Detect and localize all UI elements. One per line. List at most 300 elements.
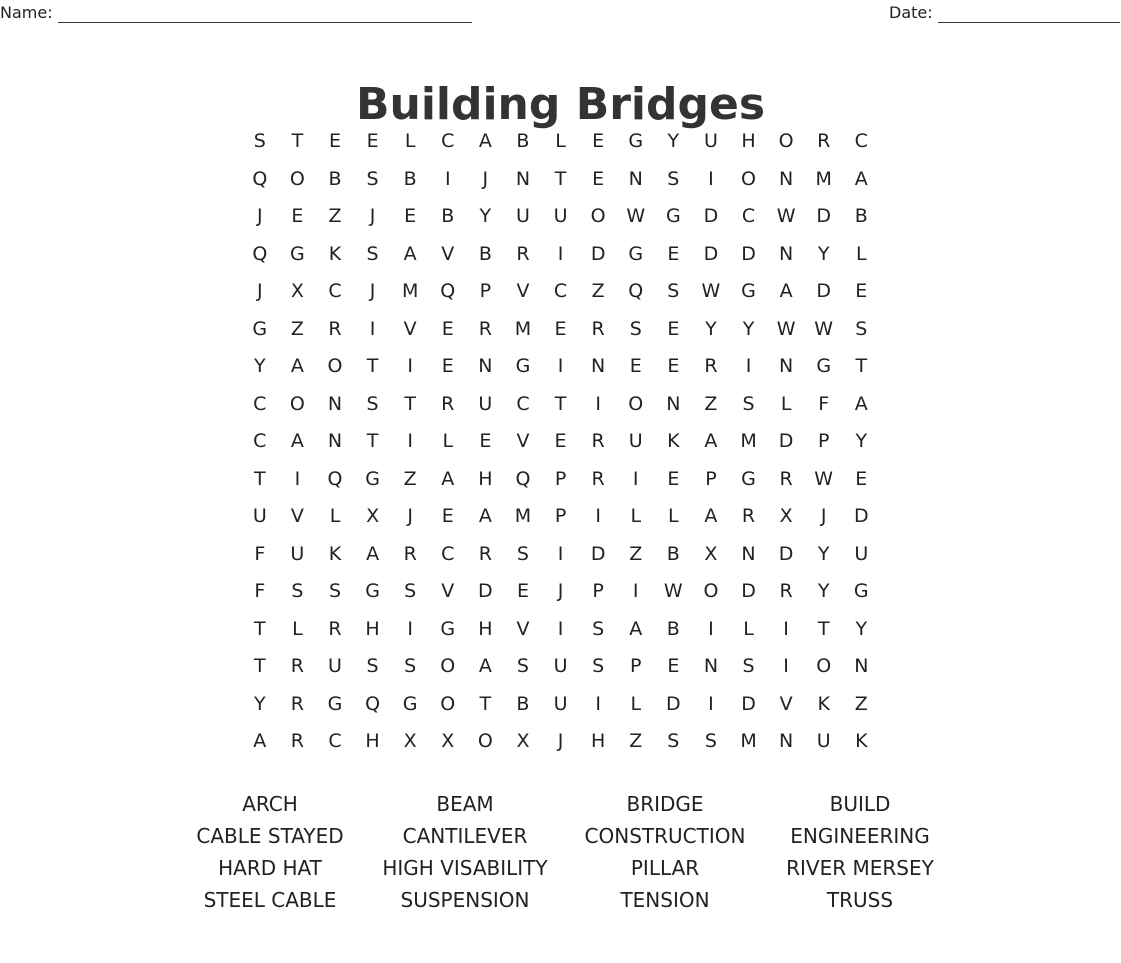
grid-cell[interactable]: C [441,130,455,152]
grid-cell[interactable]: C [441,542,455,565]
grid-cell[interactable]: B [478,242,492,265]
grid-cell[interactable]: E [479,430,492,452]
grid-cell[interactable]: S [667,730,680,752]
grid-cell[interactable]: G [365,467,380,490]
grid-cell[interactable]: Q [365,692,381,715]
grid-cell[interactable]: U [703,130,718,152]
grid-cell[interactable]: G [252,317,268,340]
word-list-item: HARD HAT [218,856,322,880]
grid-cell[interactable]: N [478,355,493,377]
grid-cell[interactable]: B [854,205,868,227]
grid-cell[interactable]: L [329,505,341,527]
grid-cell[interactable]: W [776,317,796,340]
grid-cell[interactable]: I [407,355,413,377]
grid-cell[interactable]: I [407,617,413,640]
grid-cell[interactable]: L [668,505,679,527]
grid-cell[interactable]: G [741,280,756,302]
grid-cell[interactable]: K [667,430,680,452]
grid-cell[interactable]: D [703,205,719,227]
grid-cell[interactable]: D [853,505,869,527]
grid-cell[interactable]: N [779,242,794,265]
grid-cell[interactable]: X [779,505,793,527]
grid-cell[interactable]: U [328,655,342,677]
grid-cell[interactable]: R [328,317,342,340]
grid-cell[interactable]: C [553,280,568,302]
grid-cell[interactable]: U [290,542,305,565]
grid-cell[interactable]: L [630,692,642,715]
grid-cell[interactable]: I [557,617,564,640]
grid-cell[interactable]: R [516,242,530,265]
grid-cell[interactable]: Y [479,205,492,227]
grid-cell[interactable]: J [369,280,376,302]
grid-cell[interactable]: R [478,542,492,565]
grid-cell[interactable]: G [327,692,343,715]
grid-cell[interactable]: V [516,617,530,640]
grid-cell[interactable]: B [403,167,417,190]
grid-cell[interactable]: J [256,280,263,302]
grid-cell[interactable]: A [779,280,793,302]
grid-cell[interactable]: N [591,355,606,377]
grid-cell[interactable]: I [407,430,413,452]
grid-cell[interactable]: V [516,280,530,302]
grid-cell[interactable]: A [478,505,492,527]
grid-cell[interactable]: D [816,205,832,227]
grid-cell[interactable]: N [703,655,719,677]
grid-cell[interactable]: Q [628,280,644,302]
grid-cell[interactable]: I [444,167,451,190]
grid-cell[interactable]: I [595,505,601,527]
grid-cell[interactable]: V [516,430,530,452]
grid-cell[interactable]: Z [328,205,342,227]
grid-cell[interactable]: P [705,467,717,490]
grid-cell[interactable]: W [814,467,834,490]
grid-cell[interactable]: X [290,280,304,302]
grid-cell[interactable]: F [254,542,266,565]
grid-cell[interactable]: S [404,580,417,602]
grid-cell[interactable]: H [365,730,380,752]
grid-cell[interactable]: A [441,467,455,490]
grid-cell[interactable]: T [253,467,266,490]
grid-cell[interactable]: F [818,392,830,415]
grid-cell[interactable]: V [441,242,455,265]
grid-cell[interactable]: T [554,392,567,415]
grid-cell[interactable]: H [590,730,606,752]
grid-cell[interactable]: H [478,617,493,640]
grid-cell[interactable]: N [327,430,343,452]
grid-cell[interactable]: T [479,692,492,715]
grid-cell[interactable]: B [516,692,530,715]
grid-cell[interactable]: A [629,617,643,640]
grid-cell[interactable]: Z [403,467,417,490]
grid-cell[interactable]: I [557,542,564,565]
grid-cell[interactable]: U [515,205,530,227]
grid-cell[interactable]: N [779,730,794,752]
grid-cell[interactable]: I [632,467,639,490]
grid-cell[interactable]: B [328,167,342,190]
grid-cell[interactable]: E [441,505,454,527]
grid-cell[interactable]: W [626,205,646,227]
grid-cell[interactable]: I [557,242,564,265]
grid-cell[interactable]: O [590,205,606,227]
grid-cell[interactable]: I [783,617,789,640]
grid-cell[interactable]: N [779,167,794,190]
grid-cell[interactable]: Z [854,692,868,715]
grid-cell[interactable]: L [780,392,792,415]
grid-cell[interactable]: Z [629,730,643,752]
grid-cell[interactable]: A [290,430,304,452]
grid-cell[interactable]: V [290,505,304,527]
grid-cell[interactable]: E [441,317,454,340]
grid-cell[interactable]: V [441,580,455,602]
grid-cell[interactable]: O [816,655,832,677]
grid-cell[interactable]: A [478,130,492,152]
grid-cell[interactable]: U [816,730,831,752]
grid-cell[interactable]: L [442,430,454,452]
grid-cell[interactable]: S [592,655,605,677]
grid-cell[interactable]: E [554,317,567,340]
grid-cell[interactable]: D [590,242,606,265]
grid-cell[interactable]: U [553,692,568,715]
grid-cell[interactable]: C [516,392,530,415]
grid-cell[interactable]: C [328,280,342,302]
grid-cell[interactable]: W [814,317,834,340]
grid-cell[interactable]: E [592,130,605,152]
date-field[interactable] [889,3,1120,23]
grid-cell[interactable]: Y [253,355,266,377]
grid-cell[interactable]: E [441,355,454,377]
grid-cell[interactable]: P [630,655,642,677]
grid-cell[interactable]: G [816,355,832,377]
grid-cell[interactable]: B [666,542,680,565]
grid-cell[interactable]: L [743,617,754,640]
grid-cell[interactable]: D [590,542,606,565]
grid-cell[interactable]: I [632,580,639,602]
grid-cell[interactable]: L [292,617,303,640]
grid-cell[interactable]: R [290,655,304,677]
grid-cell[interactable]: Z [591,280,605,302]
grid-cell[interactable]: E [366,130,379,152]
grid-cell[interactable]: K [855,730,868,752]
grid-cell[interactable]: S [291,580,304,602]
grid-cell[interactable]: Y [742,317,755,340]
grid-cell[interactable]: U [478,392,493,415]
grid-cell[interactable]: Z [704,392,718,415]
grid-cell[interactable]: U [553,205,568,227]
grid-cell[interactable]: A [704,430,718,452]
grid-cell[interactable]: A [854,392,868,415]
grid-cell[interactable]: L [555,130,566,152]
grid-cell[interactable]: T [554,167,567,190]
grid-cell[interactable]: H [478,467,493,490]
grid-cell[interactable]: G [853,580,869,602]
grid-cell[interactable]: B [666,617,680,640]
grid-cell[interactable]: L [856,242,867,265]
grid-cell[interactable]: Y [817,580,830,602]
word-list-item: ENGINEERING [790,824,930,848]
grid-cell[interactable]: G [290,242,305,265]
grid-cell[interactable]: S [328,580,342,602]
grid-cell[interactable]: C [741,205,756,227]
grid-cell[interactable]: Y [855,617,868,640]
grid-cell[interactable]: E [667,655,680,677]
grid-cell[interactable]: E [592,167,605,190]
grid-cell[interactable]: Y [855,430,868,452]
grid-cell[interactable]: P [554,505,567,527]
grid-cell[interactable]: D [741,242,756,265]
grid-cell[interactable]: S [516,655,529,677]
grid-cell[interactable]: R [591,317,605,340]
grid-cell[interactable]: J [407,505,413,527]
grid-cell[interactable]: R [779,467,793,490]
grid-cell[interactable]: G [402,692,418,715]
grid-cell[interactable]: Y [817,242,830,265]
grid-cell[interactable]: S [516,542,529,565]
grid-cell[interactable]: N [327,392,343,415]
grid-cell[interactable]: R [741,505,756,527]
grid-cell[interactable]: A [704,505,718,527]
grid-cell[interactable]: E [855,467,868,490]
grid-cell[interactable]: H [741,130,756,152]
grid-cell[interactable]: I [294,467,301,490]
grid-cell[interactable]: X [366,505,380,527]
grid-cell[interactable]: E [554,430,567,452]
grid-cell[interactable]: S [366,167,379,190]
grid-cell[interactable]: L [630,505,642,527]
grid-cell[interactable]: T [291,130,304,152]
word-list-item: TRUSS [826,888,894,912]
grid-cell[interactable]: D [703,242,719,265]
grid-cell[interactable]: U [553,655,568,677]
grid-cell[interactable]: Y [705,317,717,340]
grid-cell[interactable]: M [740,430,757,452]
grid-cell[interactable]: S [629,317,642,340]
grid-cell[interactable]: S [742,655,755,677]
grid-cell[interactable]: G [365,580,380,602]
grid-cell[interactable]: D [741,580,756,602]
grid-cell[interactable]: T [366,355,379,377]
grid-cell[interactable]: E [855,280,868,302]
grid-cell[interactable]: S [366,655,379,677]
grid-cell[interactable]: O [628,392,644,415]
grid-cell[interactable]: A [253,730,267,752]
grid-cell[interactable]: D [478,580,493,602]
grid-cell[interactable]: A [290,355,304,377]
grid-cell[interactable]: R [403,542,417,565]
grid-cell[interactable]: I [708,167,714,190]
grid-cell[interactable]: I [369,317,376,340]
grid-cell[interactable]: O [741,167,756,190]
grid-cell[interactable]: S [667,280,680,302]
grid-cell[interactable]: D [778,542,794,565]
grid-cell[interactable]: E [291,205,304,227]
grid-cell[interactable]: O [289,167,305,190]
grid-cell[interactable]: R [779,580,793,602]
grid-cell[interactable]: W [701,280,721,302]
grid-cell[interactable]: N [854,655,869,677]
grid-cell[interactable]: M [740,730,757,752]
grid-cell[interactable]: V [403,317,417,340]
grid-cell[interactable]: S [742,392,755,415]
grid-cell[interactable]: I [708,692,714,715]
grid-cell[interactable]: E [516,580,529,602]
grid-cell[interactable]: R [817,130,831,152]
grid-cell[interactable]: J [820,505,827,527]
grid-cell[interactable]: P [554,467,567,490]
grid-cell[interactable]: Z [629,542,643,565]
grid-cell[interactable]: R [328,617,342,640]
grid-cell[interactable]: Y [817,542,830,565]
grid-cell[interactable]: S [366,392,379,415]
grid-cell[interactable]: N [628,167,643,190]
grid-cell[interactable]: P [592,580,604,602]
grid-cell[interactable]: Q [440,280,456,302]
grid-cell[interactable]: K [328,242,342,265]
grid-cell[interactable]: X [403,730,417,752]
grid-cell[interactable]: C [253,392,267,415]
grid-cell[interactable]: G [628,130,644,152]
grid-cell[interactable]: S [704,730,717,752]
grid-cell[interactable]: E [667,467,680,490]
grid-cell[interactable]: I [745,355,752,377]
grid-cell[interactable]: J [557,730,564,752]
grid-cell[interactable]: T [404,392,416,415]
grid-cell[interactable]: Z [290,317,304,340]
grid-cell[interactable]: J [256,205,263,227]
grid-cell[interactable]: T [855,355,868,377]
grid-cell[interactable]: X [516,730,530,752]
grid-cell[interactable]: M [815,167,832,190]
grid-cell[interactable]: S [366,242,379,265]
grid-cell[interactable]: D [778,430,794,452]
grid-cell[interactable]: G [628,242,644,265]
grid-cell[interactable]: T [366,430,379,452]
grid-cell[interactable]: J [482,167,489,190]
grid-cell[interactable]: G [665,205,681,227]
grid-cell[interactable]: Q [515,467,531,490]
word-list-item: BRIDGE [626,792,704,816]
grid-cell[interactable]: S [592,617,605,640]
grid-cell[interactable]: B [516,130,530,152]
grid-cell[interactable]: T [817,617,830,640]
grid-cell[interactable]: P [817,430,830,452]
grid-cell[interactable]: R [441,392,455,415]
grid-cell[interactable]: U [854,542,869,565]
grid-cell[interactable]: I [595,392,601,415]
date-blank-line[interactable] [938,6,1120,23]
grid-cell[interactable]: J [557,580,564,602]
grid-cell[interactable]: I [557,355,564,377]
grid-cell[interactable]: E [667,355,680,377]
page-title: Building Bridges [355,79,766,131]
grid-cell[interactable]: R [290,730,304,752]
grid-cell[interactable]: X [704,542,718,565]
grid-cell[interactable]: R [704,355,718,377]
grid-cell[interactable]: Y [253,692,266,715]
grid-cell[interactable]: S [855,317,868,340]
grid-cell[interactable]: M [514,317,532,340]
grid-cell[interactable]: E [404,205,417,227]
grid-cell[interactable]: D [816,280,832,302]
grid-cell[interactable]: R [290,692,304,715]
grid-cell[interactable]: A [478,655,492,677]
grid-cell[interactable]: L [404,130,416,152]
grid-cell[interactable]: O [440,655,456,677]
word-search-grid [241,123,880,761]
grid-cell[interactable]: I [595,692,601,715]
grid-cell[interactable]: C [854,130,868,152]
grid-cell[interactable]: N [779,355,794,377]
grid-cell[interactable]: O [289,392,305,415]
grid-cell[interactable]: X [441,730,455,752]
grid-cell[interactable]: E [629,355,642,377]
grid-cell[interactable]: N [515,167,531,190]
grid-cell[interactable]: W [663,580,683,602]
grid-cell[interactable]: D [666,692,681,715]
grid-cell[interactable]: Q [327,467,343,490]
grid-cell[interactable]: E [667,242,680,265]
name-field[interactable] [0,3,472,23]
grid-cell[interactable]: P [479,280,492,302]
grid-cell[interactable]: M [514,505,532,527]
grid-cell[interactable]: T [253,655,266,677]
grid-cell[interactable]: G [515,355,531,377]
grid-cell[interactable]: K [328,542,342,565]
word-list-row [170,852,950,884]
grid-cell[interactable]: Y [667,130,680,152]
grid-cell[interactable]: O [440,692,456,715]
grid-cell[interactable]: D [741,692,756,715]
grid-cell[interactable]: O [327,355,343,377]
grid-cell[interactable]: E [667,317,680,340]
grid-cell[interactable]: T [253,617,266,640]
grid-cell[interactable]: V [779,692,793,715]
name-blank-line[interactable] [58,6,472,23]
grid-cell[interactable]: C [253,430,267,452]
grid-cell[interactable]: R [591,467,605,490]
grid-cell[interactable]: B [441,205,455,227]
grid-cell[interactable]: U [628,430,643,452]
grid-cell[interactable]: F [254,580,266,602]
grid-cell[interactable]: A [366,542,380,565]
grid-cell[interactable]: A [403,242,417,265]
grid-cell[interactable]: C [328,730,342,752]
grid-cell[interactable]: A [854,167,868,190]
grid-cell[interactable]: N [741,542,756,565]
grid-cell[interactable]: J [369,205,376,227]
grid-cell[interactable]: Q [252,242,268,265]
grid-cell[interactable]: O [778,130,794,152]
grid-cell[interactable]: O [703,580,719,602]
grid-cell[interactable]: O [477,730,493,752]
grid-cell[interactable]: I [708,617,714,640]
grid-cell[interactable]: Q [252,167,268,190]
grid-cell[interactable]: G [741,467,756,490]
grid-cell[interactable]: W [776,205,796,227]
grid-cell[interactable]: S [667,167,680,190]
grid-cell[interactable]: M [401,280,419,302]
grid-cell[interactable]: N [666,392,681,415]
grid-cell[interactable]: E [328,130,341,152]
grid-cell[interactable]: R [591,430,605,452]
grid-cell[interactable]: G [440,617,456,640]
grid-cell[interactable]: K [817,692,830,715]
grid-cell[interactable]: H [365,617,380,640]
grid-cell[interactable]: U [252,505,267,527]
grid-cell[interactable]: S [404,655,417,677]
grid-cell[interactable]: I [783,655,789,677]
grid-cell[interactable]: R [478,317,492,340]
grid-cell[interactable]: S [253,130,266,152]
